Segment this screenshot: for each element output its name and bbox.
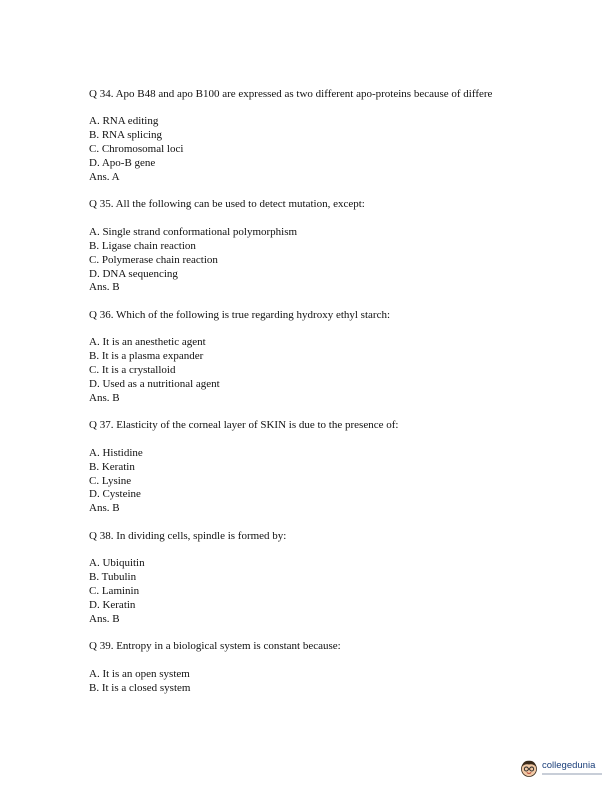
mascot-face-icon — [519, 758, 539, 778]
option-b: B. Tubulin — [89, 571, 137, 584]
question-text: Q 34. Apo B48 and apo B100 are expressed as two different apo-proteins because of differe — [89, 88, 493, 100]
option-b: B. RNA splicing — [89, 129, 163, 142]
option-c: C. It is a crystalloid — [89, 364, 176, 377]
option-d: D. Keratin — [89, 598, 136, 611]
option-c: C. Laminin — [89, 584, 140, 597]
option-a: A. It is an anesthetic agent — [89, 336, 206, 349]
option-c: C. Polymerase chain reaction — [89, 253, 218, 266]
question-37 — [89, 419, 529, 516]
answer: Ans. B — [89, 502, 120, 515]
logo-wordmark: collegedunia — [542, 760, 596, 771]
answer: Ans. B — [89, 281, 120, 294]
question-list — [89, 88, 529, 709]
option-b: B. It is a plasma expander — [89, 350, 204, 363]
question-text: Q 38. In dividing cells, spindle is formed by: — [89, 529, 287, 542]
logo-tagline-bar — [542, 773, 602, 775]
question-36 — [89, 309, 529, 406]
option-d: D. Used as a nutritional agent — [89, 378, 220, 390]
option-d: D. Apo-B gene — [89, 157, 156, 170]
option-c: C. Chromosomal loci — [89, 143, 184, 156]
option-d: D. DNA sequencing — [89, 267, 178, 280]
option-d: D. Cysteine — [89, 488, 141, 501]
option-c: C. Lysine — [89, 474, 132, 487]
answer: Ans. B — [89, 391, 120, 404]
option-a: A. Ubiquitin — [89, 557, 145, 570]
question-35 — [89, 198, 529, 295]
option-a: A. It is an open system — [89, 667, 190, 680]
option-a: A. Histidine — [89, 446, 143, 459]
question-38 — [89, 530, 529, 627]
question-text: Q 35. All the following can be used to detect mutation, except: — [89, 198, 365, 211]
question-39 — [89, 640, 529, 695]
question-text: Q 36. Which of the following is true regarding hydroxy ethyl starch: — [89, 308, 391, 321]
question-34 — [89, 88, 529, 185]
collegedunia-logo[interactable] — [519, 758, 602, 778]
option-a: A. RNA editing — [89, 115, 159, 128]
option-b: B. Keratin — [89, 460, 135, 473]
answer: Ans. A — [89, 171, 120, 184]
option-b: B. It is a closed system — [89, 681, 191, 694]
option-b: B. Ligase chain reaction — [89, 239, 196, 252]
answer: Ans. B — [89, 612, 120, 625]
question-text: Q 39. Entropy in a biological system is constant because: — [89, 640, 341, 653]
question-text: Q 37. Elasticity of the corneal layer of SKIN is due to the presence of: — [89, 419, 399, 432]
option-a: A. Single strand conformational polymorphism — [89, 225, 298, 238]
